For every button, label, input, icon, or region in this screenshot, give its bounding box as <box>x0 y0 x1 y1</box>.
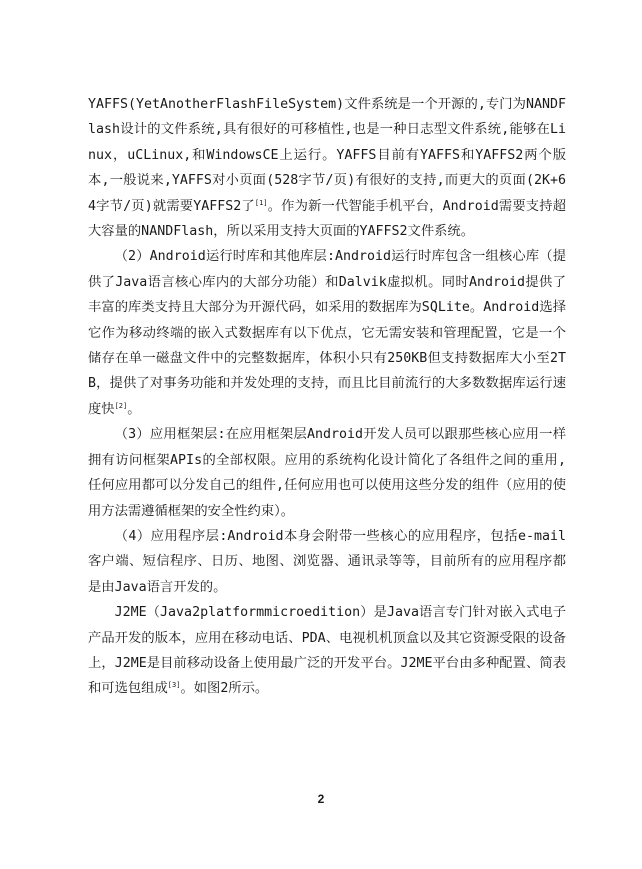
paragraph-text: （3）应用框架层:在应用框架层Android开发人员可以跟那些核心应用一样拥有访问框架APIs的全部权限。应用的系统构化设计简化了各组件之间的重用,任何应用都可以分发自己的组件,任何应用也可以使用这些分发的组件（应用的使用方法需遵循框架的安全性约束）。 <box>88 427 566 519</box>
paragraph-text: YAFFS(YetAnotherFlashFileSystem)文件系统是一个开源的,专门为NANDFlash设计的文件系统,具有很好的可移植性,也是一种日志型文件系统,能够在Linux，uCLinux,和WindowsCE上运行。YAFFS目前有YAFFS和YAFFS2两个版本,一般说来,YAFFS对小页面(528字节/页)有很好的支持,而更大的页面(2K+64字节/页)就需要YAFFS2了 <box>88 97 566 214</box>
paragraph-j2me <box>88 600 566 702</box>
paragraph-text: 。如图2所示。 <box>180 681 269 697</box>
citation: [3] <box>167 681 181 690</box>
citation: [1] <box>254 198 268 207</box>
paragraph-runtime-libraries <box>88 244 566 422</box>
paragraph-text: J2ME（Java2platformmicroedition）是Java语言专门针对嵌入式电子产品开发的版本，应用在移动电话、PDA、电视机机顶盒以及其它资源受限的设备上，J2ME是目前移动设备上使用最广泛的开发平台。J2ME平台由多种配置、简表和可选包组成 <box>88 605 566 697</box>
paragraph-text: （4）应用程序层:Android本身会附带一些核心的应用程序，包括e-mail客户端、短信程序、日历、地图、浏览器、通讯录等等，目前所有的应用程序都是由Java语言开发的。 <box>88 528 566 595</box>
page-number: 2 <box>317 792 325 806</box>
paragraph-text: 。作为新一代智能手机平台，Android需要支持超大容量的NANDFlash，所以采用支持大页面的YAFFS2文件系统。 <box>88 198 566 240</box>
document-body <box>88 92 566 702</box>
paragraph-app-framework <box>88 422 566 524</box>
paragraph-text: 。 <box>127 401 141 417</box>
citation: [2] <box>114 401 128 410</box>
paragraph-yaffs <box>88 92 566 244</box>
paragraph-text: （2）Android运行时库和其他库层:Android运行时库包含一组核心库（提供了Java语言核心库内的大部分功能）和Dalvik虚拟机。同时Android提供了丰富的库类支持且大部分为开源代码，如采用的数据库为SQLite。Android选择它作为移动终端的嵌入式数据库有以下优点，它无需安装和管理配置，它是一个储存在单一磁盘文件中的完整数据库，体积小只有250KB但支持数据库大小至2TB，提供了对事务功能和并发处理的支持，而且比目前流行的大多数数据库运行速度快 <box>88 249 566 417</box>
paragraph-applications <box>88 524 566 600</box>
